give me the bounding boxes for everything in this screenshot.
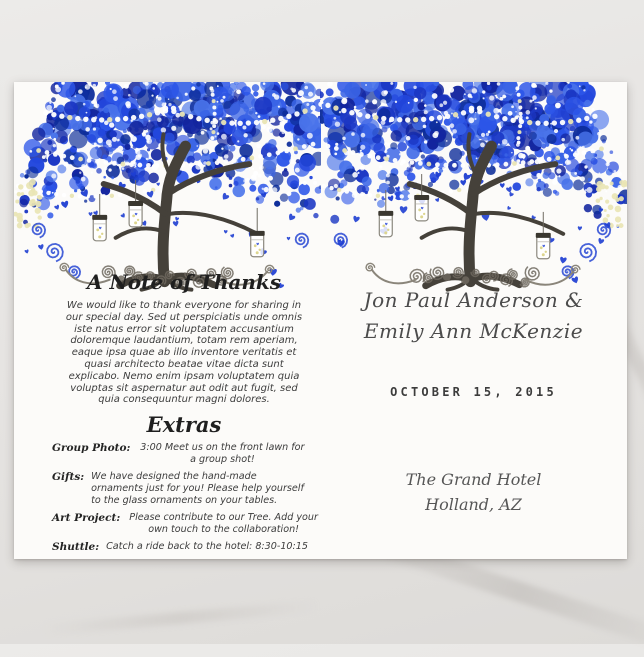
mason-jar-icon [536, 212, 551, 259]
extras-text: Please contribute to our Tree. Add your own touch to the collaboration! [129, 511, 318, 535]
couple-name-line1: Jon Paul Anderson & [363, 288, 584, 312]
venue-name: The Grand Hotel [405, 470, 542, 489]
extras-row-gifts [52, 471, 320, 507]
thanks-body: We would like to thank everyone for sharing in our special day. Sed ut perspiciatis unde omnis iste natus error sit voluptatem accusantium doloremque laudantium, totam rem aperiam, eaque ipsa quae ab illo inventore veritatis et quasi architecto beatae vitae dicta sunt explicabo. Nemo enim ipsam voluptatem quia voluptas sit aspernatur aut odit aut fugit, sed quia consequuntur magni dolores. [65, 300, 303, 406]
wedding-program-card [14, 82, 627, 559]
mason-jar-icon [128, 180, 143, 227]
extras-list [52, 442, 320, 558]
heart-leaf-tree-artwork-left [14, 82, 321, 292]
wedding-date: OCTOBER 15, 2015 [390, 385, 557, 399]
marble-vein [40, 600, 320, 636]
back-cover-page [14, 82, 321, 559]
extras-label: Gifts: [52, 470, 85, 483]
extras-label: Group Photo: [52, 442, 131, 454]
extras-label: Shuttle: [52, 540, 100, 553]
venue-location: Holland, AZ [425, 494, 522, 514]
couple-names [320, 285, 627, 347]
mason-jar-icon [250, 208, 265, 257]
venue [320, 468, 627, 518]
extras-label: Art Project: [52, 511, 121, 524]
mason-jar-icon [414, 174, 429, 221]
extras-text: 3:00 Meet us on the front lawn for a group shot! [140, 442, 305, 465]
extras-text: Catch a ride back to the hotel: 8:30-10:15 [106, 540, 308, 552]
extras-row-group-photo [52, 442, 320, 466]
couple-name-line2: Emily Ann McKenzie [363, 319, 584, 343]
extras-row-art-project [52, 512, 320, 536]
thanks-title: A Note of Thanks [87, 270, 281, 294]
extras-row-shuttle [52, 541, 320, 553]
extras-title: Extras [146, 412, 222, 437]
heart-leaf-tree-artwork-right [320, 82, 627, 292]
extras-text: We have designed the hand-made ornaments just for you! Please help yourself to the glass ornaments on your tables. [91, 470, 304, 506]
front-cover-page [320, 82, 627, 559]
